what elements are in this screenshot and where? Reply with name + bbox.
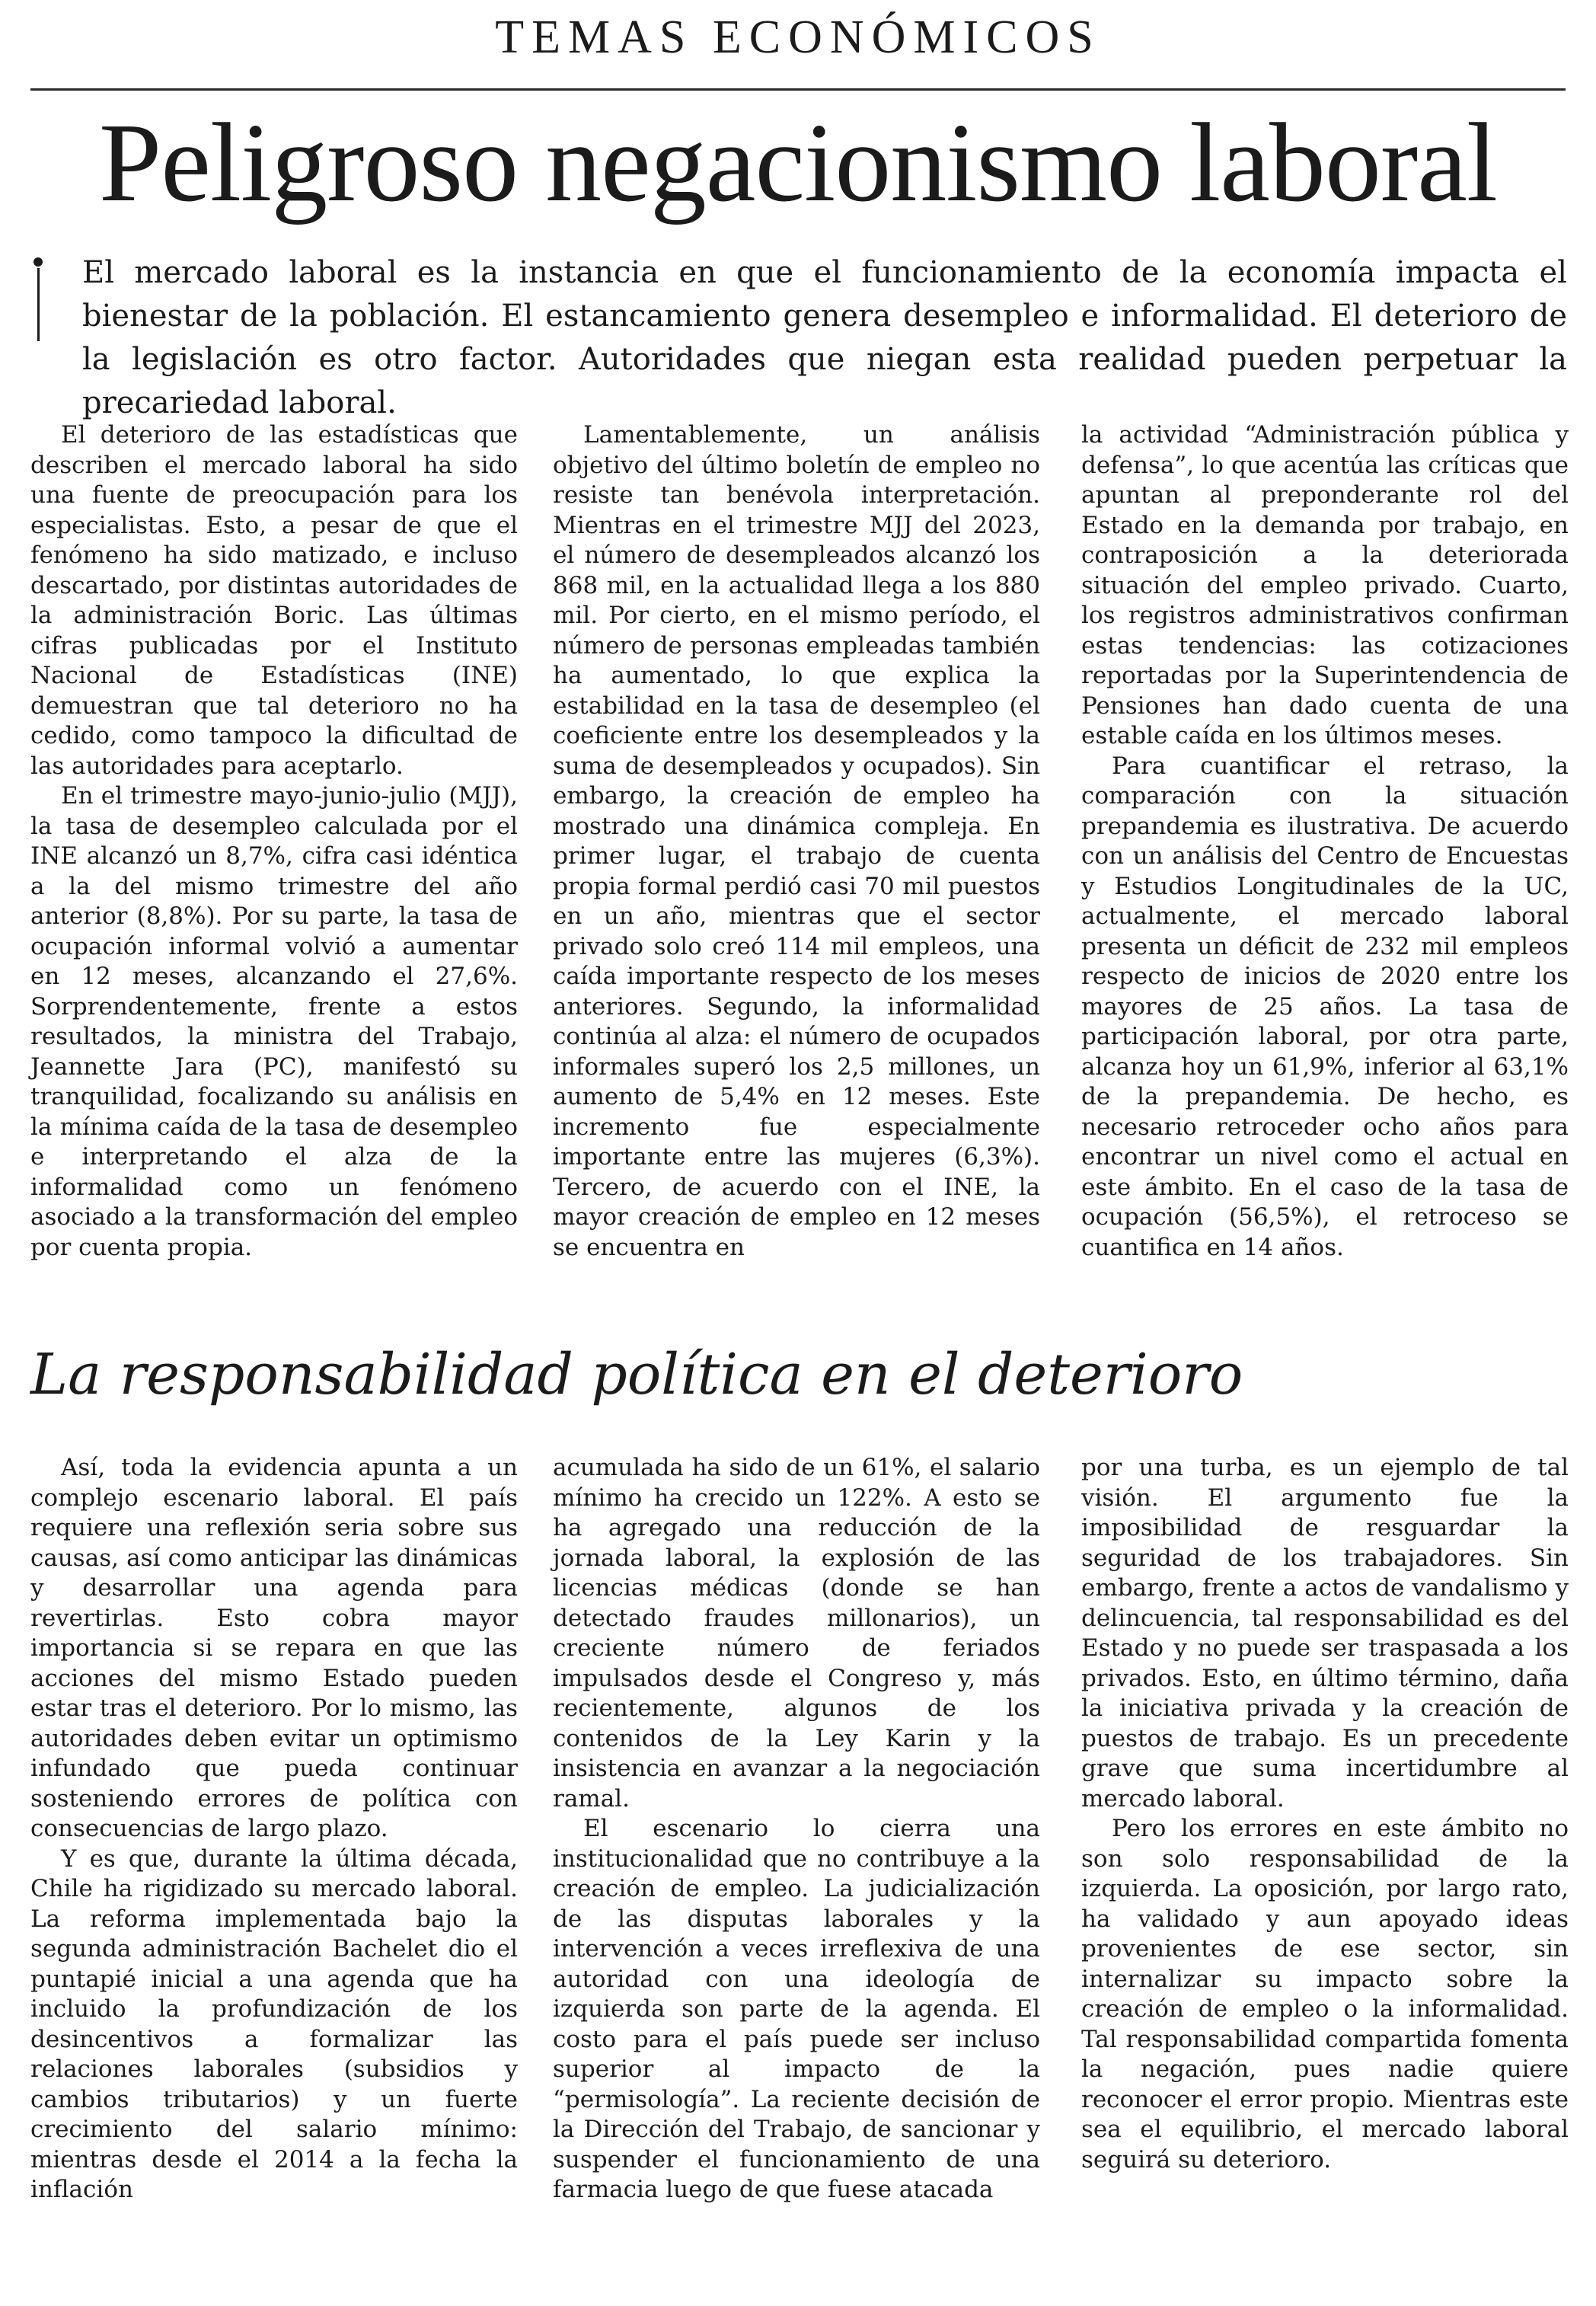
article-column-2 (553, 420, 1040, 1263)
section-rule (30, 88, 1566, 91)
paragraph-continued: por una turba, es un ejemplo de tal visión. El argumento fue la imposibilidad de resguardar la seguridad de los trabajadores. Sin embargo, frente a actos de vandalismo y delincuencia, tal responsabilidad es del Estado y no puede ser traspasada a los privados. Esto, en último término, daña la iniciativa privada y la creación de puestos de trabajo. Es un precedente grave que suma incertidumbre al mercado laboral. (1081, 1454, 1569, 1813)
paragraph-continued: acumulada ha sido de un 61%, el salario mínimo ha crecido un 122%. A esto se ha agregado una reducción de la jornada laboral, la explosión de las licencias médicas (donde se han detectado fraudes millonarios), un creciente número de feriados impulsados desde el Congreso y, más recientemente, algunos de los contenidos de la Ley Karin y la insistencia en avanzar a la negociación ramal. (553, 1454, 1040, 1813)
paragraph: Para cuantificar el retraso, la comparación con la situación prepandemia es ilustrativa. De acuerdo con un análisis del Centro de Encuestas y Estudios Longitudinales de la UC, actualmente, el mercado laboral presenta un déficit de 232 mil empleos respecto de inicios de 2020 entre los mayores de 25 años. La tasa de participación laboral, por otra parte, alcanza hoy un 61,9%, inferior al 63,1% de la prepandemia. De hecho, es necesario retroceder ocho años para encontrar un nivel como el actual en este ámbito. En el caso de la tasa de ocupación (56,5%), el retroceso se cuantifica en 14 años. (1081, 752, 1569, 1261)
paragraph: El escenario lo cierra una institucionalidad que no contribuye a la creación de empleo. La judicialización de las disputas laborales y la intervención a veces irreflexiva de una autoridad con una ideología de izquierda son parte de la agenda. El costo para el país puede ser incluso superior al impacto de la “permisología”. La reciente decisión de la Dirección del Trabajo, de sancionar y suspender el funcionamiento de una farmacia luego de que fuese atacada (553, 1815, 1040, 2203)
article-column-3 (1081, 420, 1569, 1263)
article-column-4 (30, 1453, 518, 2205)
paragraph: En el trimestre mayo-junio-julio (MJJ), la tasa de desempleo calculada por el INE alcanzó un 8,7%, cifra casi idéntica a la del mismo trimestre del año anterior (8,8%). Por su parte, la tasa de ocupación informal volvió a aumentar en 12 meses, alcanzando el 27,6%. Sorprendentemente, frente a estos resultados, la ministra del Trabajo, Jeannette Jara (PC), manifestó su tranquilidad, focalizando su análisis en la mínima caída de la tasa de desempleo e interpretando el alza de la informalidad como un fenómeno asociado a la transformación del empleo por cuenta propia. (30, 782, 518, 1261)
paragraph: El deterioro de las estadísticas que describen el mercado laboral ha sido una fuente de preocupación para los especialistas. Esto, a pesar de que el fenómeno ha sido matizado, e incluso descartado, por distintas autoridades de la administración Boric. Las últimas cifras publicadas por el Instituto Nacional de Estadísticas (INE) demuestran que tal deterioro no ha cedido, como tampoco la dificultad de las autoridades para aceptarlo. (30, 421, 518, 780)
paragraph: Y es que, durante la última década, Chile ha rigidizado su mercado laboral. La reforma implementada bajo la segunda administración Bachelet dio el puntapié inicial a una agenda que ha incluido la profundización de los desincentivos a formalizar las relaciones laborales (subsidios y cambios tributarios) y un fuerte crecimiento del salario mínimo: mientras desde el 2014 a la fecha la inflación (30, 1844, 518, 2203)
lead-marker-icon (30, 257, 44, 343)
paragraph-continued: la actividad “Administración pública y defensa”, lo que acentúa las críticas que apuntan al preponderante rol del Estado en la demanda por trabajo, en contraposición a la deteriorada situación del empleo privado. Cuarto, los registros administrativos confirman estas tendencias: las cotizaciones reportadas por la Superintendencia de Pensiones han dado cuenta de una estable caída en los últimos meses. (1081, 421, 1569, 749)
paragraph: Así, toda la evidencia apunta a un complejo escenario laboral. El país requiere una reflexión seria sobre sus causas, así como anticipar las dinámicas y desarrollar una agenda para revertirlas. Esto cobra mayor importancia si se repara en que las acciones del mismo Estado pueden estar tras el deterioro. Por lo mismo, las autoridades deben evitar un optimismo infundado que pueda continuar sosteniendo errores de política con consecuencias de largo plazo. (30, 1454, 518, 1842)
article-column-6 (1081, 1453, 1569, 2175)
paragraph: Lamentablemente, un análisis objetivo del último boletín de empleo no resiste tan benévola interpretación. Mientras en el trimestre MJJ del 2023, el número de desempleados alcanzó los 868 mil, en la actualidad llega a los 880 mil. Por cierto, en el mismo período, el número de personas empleadas también ha aumentado, lo que explica la estabilidad en la tasa de desempleo (el coeficiente entre los desempleados y la suma de desempleados y ocupados). Sin embargo, la creación de empleo ha mostrado una dinámica compleja. En primer lugar, el trabajo de cuenta propia formal perdió casi 70 mil puestos en un año, mientras que el sector privado solo creó 114 mil empleos, una caída importante respecto de los meses anteriores. Segundo, la informalidad continúa al alza: el número de ocupados informales superó los 2,5 millones, un aumento de 5,4% en 12 meses. Este incremento fue especialmente importante entre las mujeres (6,3%). Tercero, de acuerdo con el INE, la mayor creación de empleo en 12 meses se encuentra en (553, 421, 1040, 1261)
headline: Peligroso negacionismo laboral (98, 101, 1498, 225)
section-label: TEMAS ECONÓMICOS (495, 11, 1101, 63)
article-column-1 (30, 420, 518, 1263)
lead-paragraph: El mercado laboral es la instancia en que el funcionamiento de la economía impacta el bienestar de la población. El estancamiento genera desempleo e informalidad. El deterioro de la legislación es otro factor. Autoridades que niegan esta realidad pueden perpetuar la precariedad laboral. (82, 255, 1567, 420)
paragraph: Pero los errores en este ámbito no son solo responsabilidad de la izquierda. La oposición, por largo rato, ha validado y aun apoyado ideas provenientes de ese sector, sin internalizar su impacto sobre la creación de empleo o la informalidad. Tal responsabilidad compartida fomenta la negación, pues nadie quiere reconocer el error propio. Mientras este sea el equilibrio, el mercado laboral seguirá su deterioro. (1081, 1815, 1569, 2173)
section-subheading: La responsabilidad política en el deterioro (30, 1342, 1243, 1407)
section-header (30, 11, 1566, 63)
article-column-5 (553, 1453, 1040, 2205)
